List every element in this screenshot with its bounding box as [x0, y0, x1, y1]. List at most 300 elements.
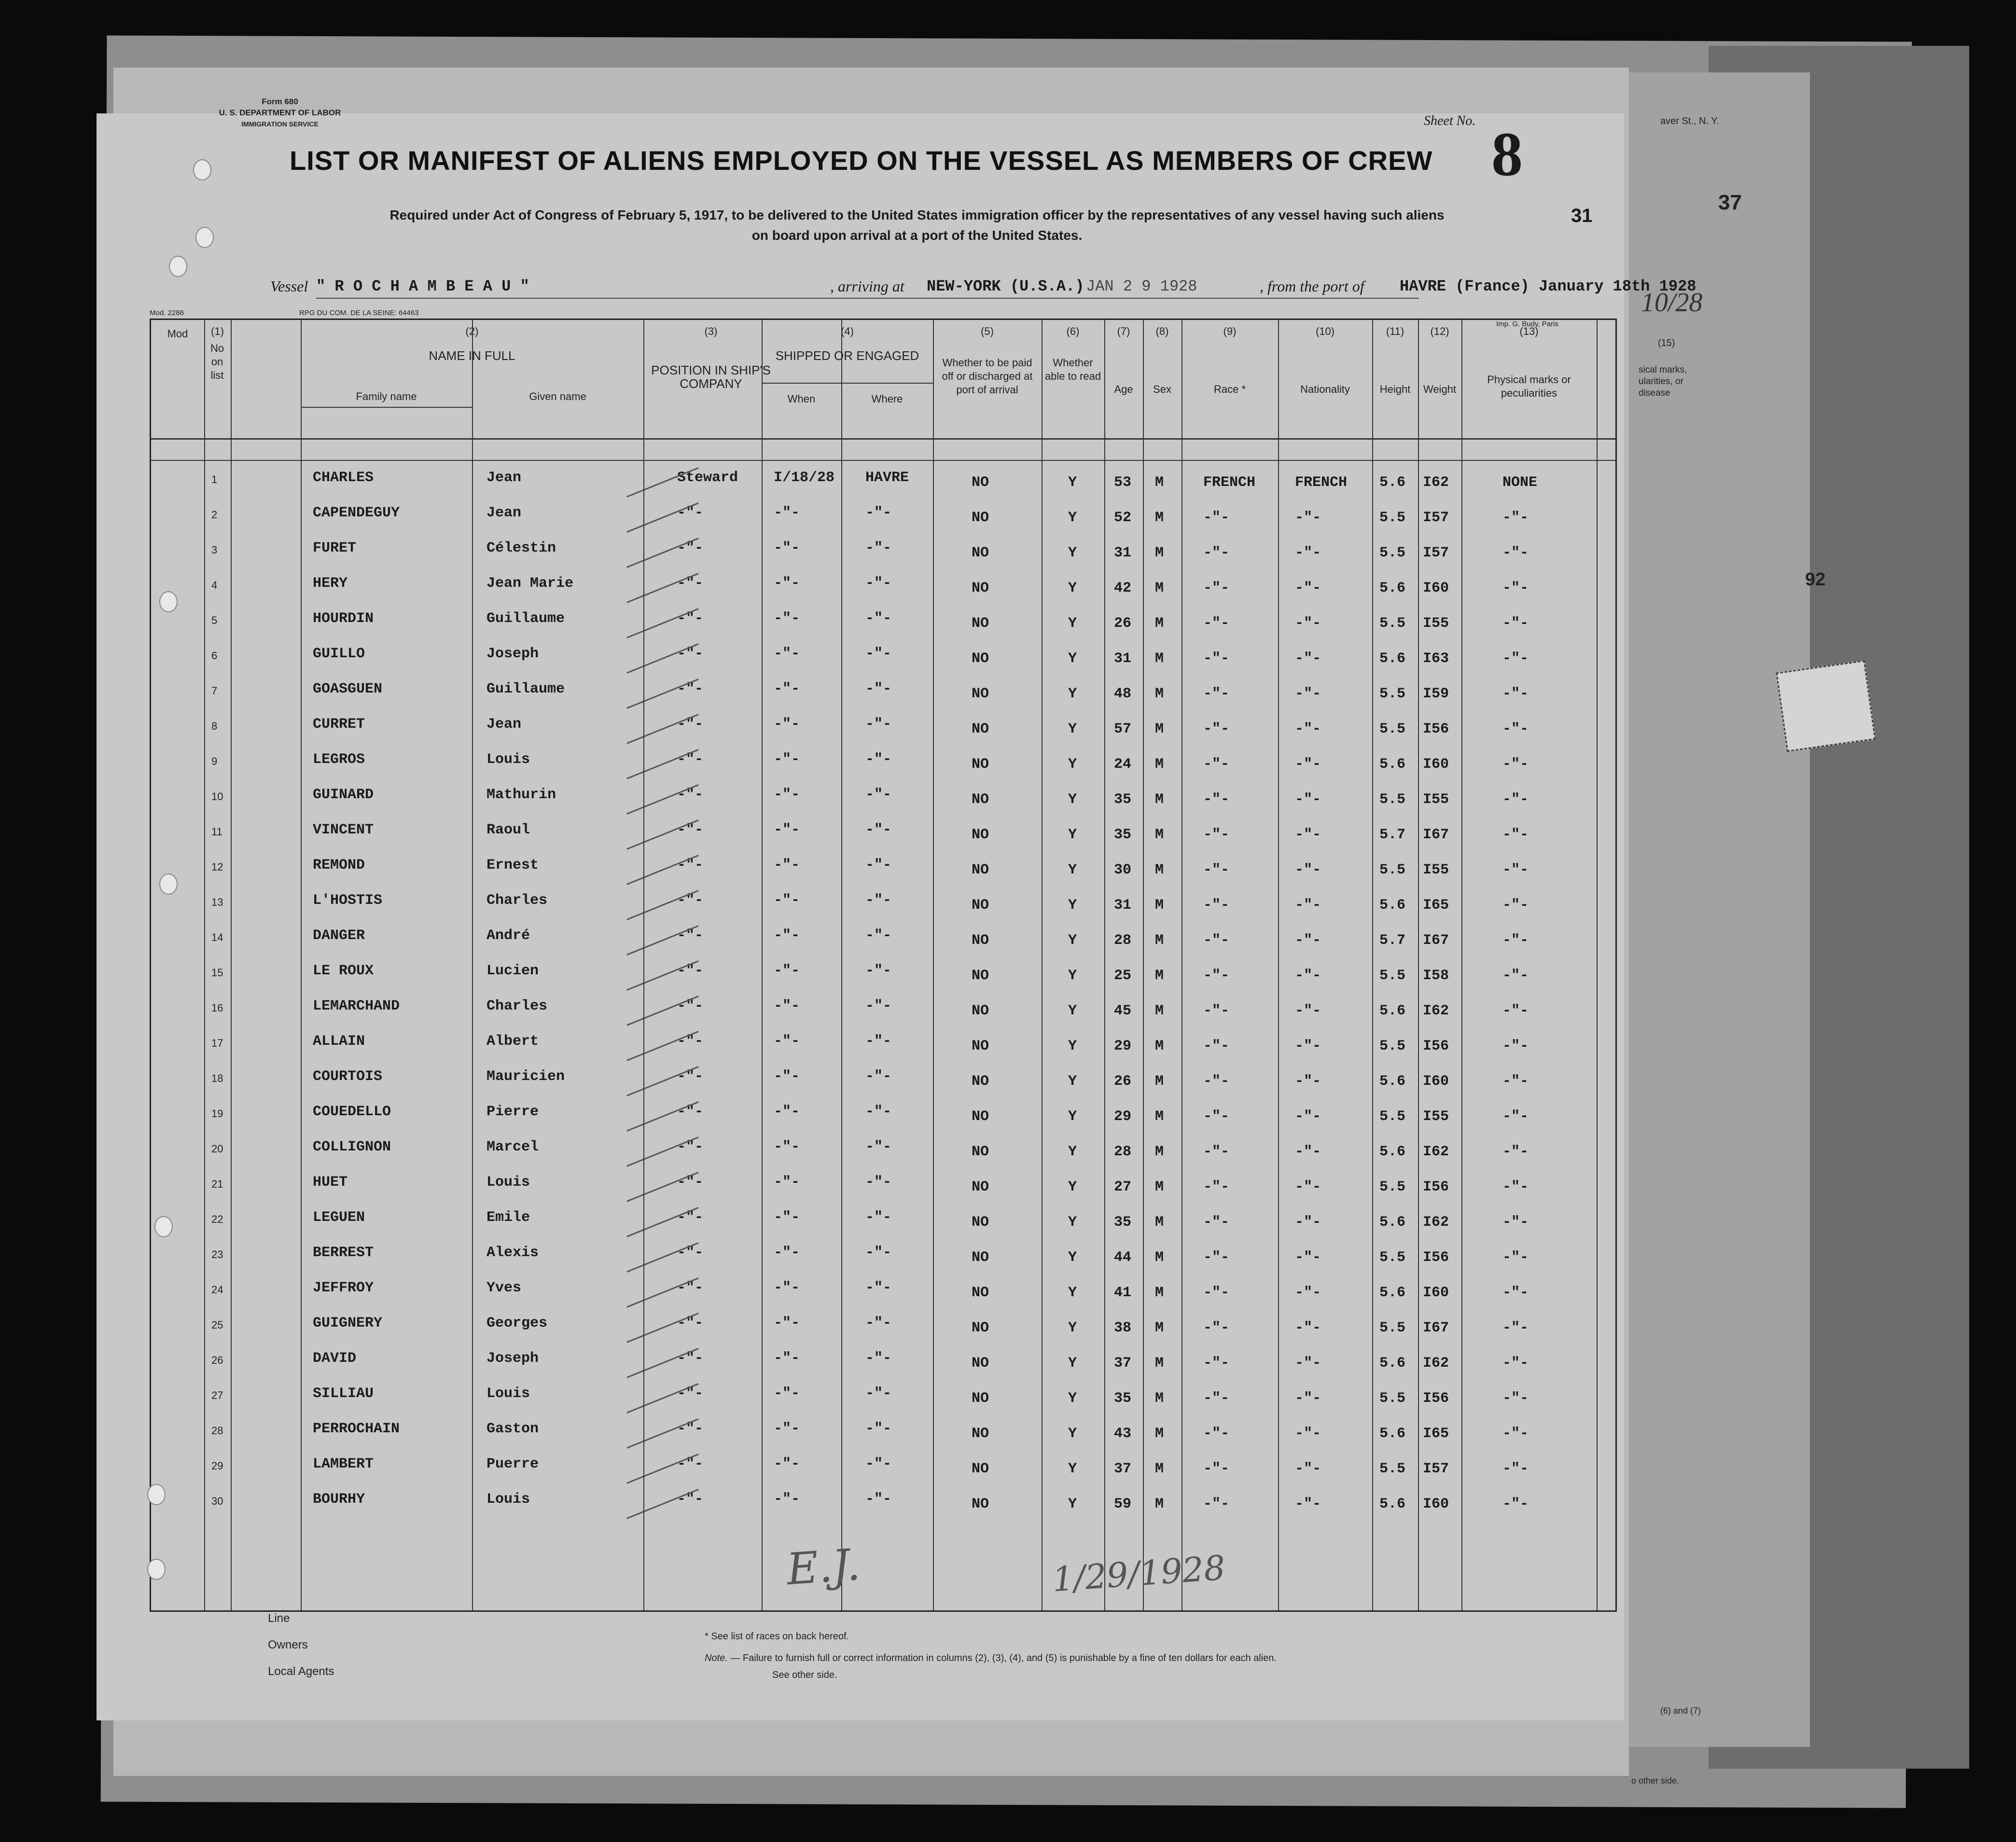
- position-cell: -"-: [677, 610, 704, 627]
- see-other-side: See other side.: [772, 1670, 837, 1680]
- column-divider: [204, 320, 205, 1610]
- age-cell: 57: [1114, 721, 1132, 737]
- family-name-cell: REMOND: [313, 857, 365, 873]
- paid-off-cell: NO: [972, 1426, 989, 1442]
- weight-cell: I55: [1423, 791, 1449, 808]
- owners-label: Owners: [268, 1638, 308, 1651]
- weight-cell: I58: [1423, 968, 1449, 984]
- age-cell: 31: [1114, 897, 1132, 914]
- nationality-cell: -"-: [1295, 1214, 1321, 1231]
- table-row: [151, 1280, 1613, 1309]
- shipped-where-cell: -"-: [865, 1068, 892, 1085]
- physical-marks-cell: -"-: [1502, 756, 1529, 773]
- able-to-read-cell: Y: [1068, 580, 1077, 596]
- physical-marks-cell: -"-: [1502, 1496, 1529, 1512]
- nationality-cell: -"-: [1295, 1179, 1321, 1195]
- sex-cell: M: [1155, 1355, 1164, 1371]
- family-name-cell: LAMBERT: [313, 1456, 374, 1472]
- physical-marks-cell: -"-: [1502, 1249, 1529, 1266]
- age-cell: 59: [1114, 1496, 1132, 1512]
- physical-marks-cell: -"-: [1502, 897, 1529, 914]
- age-cell: 30: [1114, 862, 1132, 878]
- family-name-cell: GUIGNERY: [313, 1315, 383, 1331]
- shipped-where-cell: -"-: [865, 1139, 892, 1155]
- nationality-cell: -"-: [1295, 791, 1321, 808]
- paid-off-cell: NO: [972, 1038, 989, 1054]
- position-cell: -"-: [677, 716, 704, 733]
- physical-marks-cell: -"-: [1502, 968, 1529, 984]
- given-name-cell: Louis: [487, 1174, 530, 1191]
- punch-hole: [154, 1216, 173, 1237]
- col9-number: (9): [1223, 325, 1237, 337]
- age-cell: 43: [1114, 1426, 1132, 1442]
- able-to-read-cell: Y: [1068, 1073, 1077, 1090]
- shipped-where-cell: -"-: [865, 716, 892, 733]
- sex-cell: M: [1155, 651, 1164, 667]
- shipped-where-cell: -"-: [865, 1245, 892, 1261]
- punch-hole: [159, 873, 178, 895]
- row-number: 1: [211, 473, 218, 485]
- column-divider: [1104, 320, 1105, 1610]
- shipped-where-cell: -"-: [865, 963, 892, 979]
- family-name-cell: GUINARD: [313, 787, 374, 803]
- shipped-when-cell: -"-: [774, 1245, 800, 1261]
- race-cell: -"-: [1203, 1038, 1230, 1054]
- table-row: [151, 1350, 1613, 1379]
- able-to-read-cell: Y: [1068, 1179, 1077, 1195]
- signature-date: 1/29/1928: [1051, 1548, 1227, 1600]
- col9-header: Race *: [1213, 383, 1246, 395]
- col7-header: Age: [1114, 383, 1133, 395]
- age-cell: 28: [1114, 932, 1132, 949]
- shipped-where-cell: -"-: [865, 505, 892, 521]
- background-footnote-2: o other side.: [1631, 1776, 1680, 1786]
- nationality-cell: -"-: [1295, 1461, 1321, 1477]
- col6-number: (6): [1066, 325, 1080, 337]
- race-cell: -"-: [1203, 756, 1230, 773]
- sex-cell: M: [1155, 897, 1164, 914]
- sex-cell: M: [1155, 1320, 1164, 1336]
- shipped-where-cell: -"-: [865, 998, 892, 1014]
- arriving-port: NEW-YORK (U.S.A.): [927, 277, 1084, 295]
- weight-cell: I57: [1423, 545, 1449, 561]
- nationality-cell: -"-: [1295, 827, 1321, 843]
- col5-header: Whether to be paid off or discharged at port of arrival: [942, 357, 1033, 396]
- weight-cell: I56: [1423, 1179, 1449, 1195]
- sex-cell: M: [1155, 1214, 1164, 1231]
- shipped-subheader-line: [762, 383, 933, 384]
- sex-cell: M: [1155, 968, 1164, 984]
- shipped-where-cell: -"-: [865, 575, 892, 592]
- sex-cell: M: [1155, 1179, 1164, 1195]
- weight-cell: I56: [1423, 721, 1449, 737]
- row-number: 18: [211, 1072, 223, 1084]
- row-number: 4: [211, 579, 218, 591]
- shipped-when-cell: -"-: [774, 1315, 800, 1331]
- shipped-when-cell: -"-: [774, 1033, 800, 1050]
- able-to-read-cell: Y: [1068, 1038, 1077, 1054]
- race-cell: -"-: [1203, 1108, 1230, 1125]
- family-name-cell: LEMARCHAND: [313, 998, 400, 1014]
- physical-marks-cell: -"-: [1502, 651, 1529, 667]
- sex-cell: M: [1155, 510, 1164, 526]
- background-address: aver St., N. Y.: [1660, 116, 1719, 126]
- given-name-cell: Marcel: [487, 1139, 539, 1155]
- shipped-where-cell: -"-: [865, 681, 892, 697]
- col5-number: (5): [981, 325, 994, 337]
- physical-marks-cell: -"-: [1502, 510, 1529, 526]
- sex-cell: M: [1155, 1461, 1164, 1477]
- age-cell: 29: [1114, 1108, 1132, 1125]
- row-number: 5: [211, 614, 218, 626]
- paid-off-cell: NO: [972, 510, 989, 526]
- weight-cell: I60: [1423, 1285, 1449, 1301]
- shipped-when-cell: -"-: [774, 1068, 800, 1085]
- weight-cell: I62: [1423, 1355, 1449, 1371]
- column-divider: [1143, 320, 1144, 1610]
- background-92: 92: [1805, 569, 1826, 590]
- position-cell: -"-: [677, 1174, 704, 1191]
- race-cell: -"-: [1203, 1214, 1230, 1231]
- height-cell: 5.7: [1379, 827, 1406, 843]
- able-to-read-cell: Y: [1068, 651, 1077, 667]
- column-divider: [1042, 320, 1043, 1610]
- col11-header: Height: [1379, 383, 1411, 395]
- col4-header: SHIPPED OR ENGAGED: [775, 348, 919, 363]
- age-cell: 37: [1114, 1355, 1132, 1371]
- physical-marks-cell: -"-: [1502, 1320, 1529, 1336]
- position-cell: -"-: [677, 822, 704, 838]
- column-divider: [1418, 320, 1419, 1610]
- nationality-cell: -"-: [1295, 897, 1321, 914]
- weight-cell: I65: [1423, 1426, 1449, 1442]
- able-to-read-cell: Y: [1068, 1320, 1077, 1336]
- from-port: HAVRE (France) January 18th 1928: [1400, 277, 1696, 295]
- fine-note: [705, 1653, 1277, 1664]
- row-number: 8: [211, 720, 218, 732]
- weight-cell: I65: [1423, 897, 1449, 914]
- family-name-cell: ALLAIN: [313, 1033, 365, 1050]
- table-row: [151, 575, 1613, 604]
- row-number: 30: [211, 1495, 223, 1507]
- weight-cell: I55: [1423, 1108, 1449, 1125]
- column-divider: [1372, 320, 1373, 1610]
- weight-cell: I67: [1423, 827, 1449, 843]
- sex-cell: M: [1155, 1073, 1164, 1090]
- table-row: [151, 505, 1613, 534]
- sex-cell: M: [1155, 1144, 1164, 1160]
- able-to-read-cell: Y: [1068, 1285, 1077, 1301]
- nationality-cell: -"-: [1295, 1003, 1321, 1019]
- height-cell: 5.5: [1379, 686, 1406, 702]
- nationality-cell: -"-: [1295, 510, 1321, 526]
- col12-header: Weight: [1423, 383, 1457, 395]
- paid-off-cell: NO: [972, 1144, 989, 1160]
- punch-hole: [147, 1484, 166, 1505]
- shipped-where-cell: -"-: [865, 1209, 892, 1226]
- punch-hole: [159, 591, 178, 612]
- given-name-cell: Louis: [487, 751, 530, 768]
- height-cell: 5.6: [1379, 1426, 1406, 1442]
- physical-marks-cell: -"-: [1502, 1426, 1529, 1442]
- row-number: 7: [211, 685, 218, 697]
- age-cell: 24: [1114, 756, 1132, 773]
- able-to-read-cell: Y: [1068, 686, 1077, 702]
- given-name-cell: Jean: [487, 470, 522, 486]
- row-number: 6: [211, 650, 218, 662]
- col2-given-header: Given name: [529, 390, 586, 402]
- table-row: [151, 716, 1613, 745]
- position-cell: -"-: [677, 963, 704, 979]
- height-cell: 5.5: [1379, 510, 1406, 526]
- shipped-when-cell: -"-: [774, 610, 800, 627]
- shipped-where-cell: -"-: [865, 646, 892, 662]
- family-name-cell: DAVID: [313, 1350, 357, 1367]
- height-cell: 5.5: [1379, 1038, 1406, 1054]
- height-cell: 5.6: [1379, 580, 1406, 596]
- shipped-when-cell: -"-: [774, 1104, 800, 1120]
- family-name-cell: CHARLES: [313, 470, 374, 486]
- col11-number: (11): [1386, 325, 1404, 337]
- height-cell: 5.6: [1379, 1003, 1406, 1019]
- family-name-cell: BOURHY: [313, 1491, 365, 1508]
- table-row: [151, 1385, 1613, 1414]
- shipped-where-cell: -"-: [865, 892, 892, 909]
- nationality-cell: -"-: [1295, 1108, 1321, 1125]
- physical-marks-cell: -"-: [1502, 1073, 1529, 1090]
- inspector-signature: E.J.: [785, 1539, 862, 1595]
- given-name-cell: Ernest: [487, 857, 539, 873]
- revenue-stamp: [1776, 660, 1876, 752]
- paid-off-cell: NO: [972, 1320, 989, 1336]
- age-cell: 27: [1114, 1179, 1132, 1195]
- able-to-read-cell: Y: [1068, 1108, 1077, 1125]
- nationality-cell: -"-: [1295, 862, 1321, 878]
- able-to-read-cell: Y: [1068, 1390, 1077, 1407]
- shipped-where-cell: -"-: [865, 540, 892, 556]
- shipped-where-cell: -"-: [865, 751, 892, 768]
- height-cell: 5.5: [1379, 1461, 1406, 1477]
- paid-off-cell: NO: [972, 1285, 989, 1301]
- family-name-cell: GOASGUEN: [313, 681, 383, 697]
- line-label: Line: [268, 1612, 290, 1625]
- given-name-cell: Alexis: [487, 1245, 539, 1261]
- table-row: [151, 857, 1613, 886]
- family-name-cell: FURET: [313, 540, 357, 556]
- nationality-cell: -"-: [1295, 932, 1321, 949]
- height-cell: 5.6: [1379, 1285, 1406, 1301]
- family-name-cell: COURTOIS: [313, 1068, 383, 1085]
- table-row: [151, 751, 1613, 780]
- age-cell: 31: [1114, 545, 1132, 561]
- race-cell: -"-: [1203, 1003, 1230, 1019]
- height-cell: 5.6: [1379, 897, 1406, 914]
- race-cell: -"-: [1203, 651, 1230, 667]
- family-name-cell: HUET: [313, 1174, 348, 1191]
- physical-marks-cell: -"-: [1502, 862, 1529, 878]
- position-cell: -"-: [677, 1315, 704, 1331]
- shipped-where-cell: -"-: [865, 928, 892, 944]
- family-name-cell: VINCENT: [313, 822, 374, 838]
- weight-cell: I55: [1423, 862, 1449, 878]
- punch-hole: [147, 1559, 166, 1580]
- col10-number: (10): [1315, 325, 1335, 337]
- shipped-when-cell: -"-: [774, 646, 800, 662]
- position-cell: -"-: [677, 681, 704, 697]
- header-divider-2: [151, 460, 1615, 461]
- col8-header: Sex: [1153, 383, 1171, 395]
- family-name-cell: CAPENDEGUY: [313, 505, 400, 521]
- nationality-cell: -"-: [1295, 1073, 1321, 1090]
- department-label: U. S. DEPARTMENT OF LABOR: [219, 108, 341, 117]
- table-row: [151, 787, 1613, 816]
- paid-off-cell: NO: [972, 1355, 989, 1371]
- row-number: 21: [211, 1178, 223, 1190]
- subtitle-line-1: Required under Act of Congress of February 5, 1917, to be delivered to the United States immigration officer by the representatives of any vessel having such aliens: [389, 208, 1445, 222]
- weight-cell: I56: [1423, 1249, 1449, 1266]
- given-name-cell: Célestin: [487, 540, 556, 556]
- given-name-cell: Louis: [487, 1385, 530, 1402]
- table-row: [151, 1209, 1613, 1238]
- row-number: 10: [211, 790, 223, 803]
- age-cell: 31: [1114, 651, 1132, 667]
- physical-marks-cell: -"-: [1502, 827, 1529, 843]
- age-cell: 26: [1114, 615, 1132, 632]
- col4-where-header: Where: [871, 393, 903, 405]
- note-text: — Failure to furnish full or correct information in columns (2), (3), (4), and (5) is punishable by a fine of ten dollars for each alien.: [730, 1653, 1277, 1663]
- nationality-cell: -"-: [1295, 651, 1321, 667]
- table-row: [151, 681, 1613, 710]
- shipped-when-cell: -"-: [774, 575, 800, 592]
- table-row: [151, 1068, 1613, 1097]
- position-cell: -"-: [677, 1280, 704, 1296]
- sex-cell: M: [1155, 1249, 1164, 1266]
- shipped-when-cell: -"-: [774, 540, 800, 556]
- sex-cell: M: [1155, 545, 1164, 561]
- row-number: 15: [211, 967, 223, 979]
- position-cell: -"-: [677, 751, 704, 768]
- col3-number: (3): [704, 325, 718, 337]
- nationality-cell: -"-: [1295, 1320, 1321, 1336]
- age-cell: 37: [1114, 1461, 1132, 1477]
- position-cell: Steward: [677, 470, 738, 486]
- age-cell: 48: [1114, 686, 1132, 702]
- height-cell: 5.6: [1379, 1496, 1406, 1512]
- physical-marks-cell: -"-: [1502, 1038, 1529, 1054]
- able-to-read-cell: Y: [1068, 932, 1077, 949]
- shipped-when-cell: -"-: [774, 787, 800, 803]
- sex-cell: M: [1155, 932, 1164, 949]
- sex-cell: M: [1155, 791, 1164, 808]
- column-divider: [1597, 320, 1598, 1610]
- vessel-name: " R O C H A M B E A U ": [316, 277, 529, 295]
- column-divider: [762, 320, 763, 1610]
- mod-code: Mod. 2286: [150, 309, 184, 317]
- nationality-cell: -"-: [1295, 1144, 1321, 1160]
- col7-number: (7): [1117, 325, 1130, 337]
- physical-marks-cell: -"-: [1502, 1355, 1529, 1371]
- height-cell: 5.6: [1379, 1214, 1406, 1231]
- row-number: 3: [211, 544, 218, 556]
- given-name-cell: Albert: [487, 1033, 539, 1050]
- row-number: 16: [211, 1002, 223, 1014]
- shipped-where-cell: -"-: [865, 1104, 892, 1120]
- table-row: [151, 998, 1613, 1027]
- age-cell: 35: [1114, 791, 1132, 808]
- column-divider: [472, 320, 473, 1610]
- nationality-cell: FRENCH: [1295, 474, 1348, 491]
- able-to-read-cell: Y: [1068, 615, 1077, 632]
- given-name-cell: Jean: [487, 505, 522, 521]
- nationality-cell: -"-: [1295, 615, 1321, 632]
- height-cell: 5.5: [1379, 1179, 1406, 1195]
- race-cell: -"-: [1203, 897, 1230, 914]
- position-cell: -"-: [677, 1350, 704, 1367]
- shipped-where-cell: -"-: [865, 1456, 892, 1472]
- agents-label: Local Agents: [268, 1665, 334, 1678]
- background-footnote: (6) and (7): [1660, 1706, 1701, 1716]
- table-row: [151, 1491, 1613, 1520]
- family-name-cell: L'HOSTIS: [313, 892, 383, 909]
- background-col-text: sical marks, ularities, or disease: [1639, 365, 1687, 398]
- age-cell: 38: [1114, 1320, 1132, 1336]
- from-label: , from the port of: [1260, 277, 1364, 295]
- shipped-where-cell: -"-: [865, 1385, 892, 1402]
- given-name-cell: André: [487, 928, 530, 944]
- able-to-read-cell: Y: [1068, 474, 1077, 491]
- row-number: 19: [211, 1108, 223, 1120]
- height-cell: 5.5: [1379, 1108, 1406, 1125]
- shipped-where-cell: -"-: [865, 1033, 892, 1050]
- given-name-cell: Charles: [487, 892, 548, 909]
- shipped-where-cell: -"-: [865, 822, 892, 838]
- crew-table: [150, 319, 1617, 1612]
- shipped-when-cell: -"-: [774, 892, 800, 909]
- family-name-cell: CURRET: [313, 716, 365, 733]
- table-row: [151, 540, 1613, 569]
- table-row: [151, 1421, 1613, 1450]
- nationality-cell: -"-: [1295, 968, 1321, 984]
- sex-cell: M: [1155, 580, 1164, 596]
- shipped-when-cell: -"-: [774, 1491, 800, 1508]
- table-row: [151, 963, 1613, 992]
- column-divider: [301, 320, 302, 1610]
- family-name-cell: BERREST: [313, 1245, 374, 1261]
- given-name-cell: Mathurin: [487, 787, 556, 803]
- position-cell: -"-: [677, 1209, 704, 1226]
- height-cell: 5.5: [1379, 545, 1406, 561]
- physical-marks-cell: -"-: [1502, 580, 1529, 596]
- race-cell: -"-: [1203, 1073, 1230, 1090]
- paid-off-cell: NO: [972, 474, 989, 491]
- row-number: 9: [211, 755, 218, 767]
- background-col-num: (15): [1658, 338, 1675, 348]
- sex-cell: M: [1155, 615, 1164, 632]
- shipped-when-cell: -"-: [774, 1456, 800, 1472]
- paid-off-cell: NO: [972, 1073, 989, 1090]
- shipped-where-cell: -"-: [865, 787, 892, 803]
- paid-off-cell: NO: [972, 651, 989, 667]
- row-number: 11: [211, 826, 222, 838]
- sex-cell: M: [1155, 756, 1164, 773]
- given-name-cell: Raoul: [487, 822, 530, 838]
- col4-when-header: When: [787, 393, 816, 405]
- position-cell: -"-: [677, 857, 704, 873]
- physical-marks-cell: -"-: [1502, 1108, 1529, 1125]
- position-cell: -"-: [677, 1491, 704, 1508]
- form-subtitle: [217, 205, 1617, 246]
- race-cell: -"-: [1203, 1285, 1230, 1301]
